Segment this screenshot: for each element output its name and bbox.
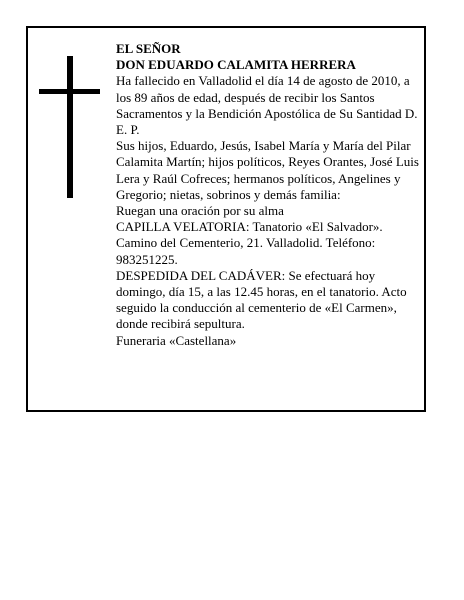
cross-horizontal-bar <box>39 89 100 94</box>
farewell-info: DESPEDIDA DEL CADÁVER: Se efectuará hoy domingo, día 15, a las 12.45 horas, en el tanatorio. Acto seguido la conducción al cementerio de «El Carmen», donde recibirá sepultura. <box>116 267 407 332</box>
notice-text <box>116 41 422 349</box>
cross-vertical-bar <box>67 56 73 198</box>
prayer-request: Ruegan una oración por su alma <box>116 203 284 219</box>
obituary-notice <box>26 26 426 412</box>
funeral-home: Funeraria «Castellana» <box>116 332 237 348</box>
family-list: Sus hijos, Eduardo, Jesús, Isabel María y María del Pilar Calamita Martín; hijos políticos, Reyes Orantes, José Luis Lera y Raúl Cofreces; hermanos políticos, Angelines y Gregorio; nietas, sobrinos y demás familia: <box>116 138 419 202</box>
death-announcement: Ha fallecido en Valladolid el día 14 de agosto de 2010, a los 89 años de edad, después de recibir los Santos Sacramentos y la Bendición Apostólica de Su Santidad D. E. P. <box>116 73 418 138</box>
deceased-name: DON EDUARDO CALAMITA HERRERA <box>116 57 356 73</box>
notice-title: EL SEÑOR <box>116 41 181 56</box>
wake-chapel-info: CAPILLA VELATORIA: Tanatorio «El Salvador». Camino del Cementerio, 21. Valladolid. Teléfono: 983251225. <box>116 219 383 267</box>
